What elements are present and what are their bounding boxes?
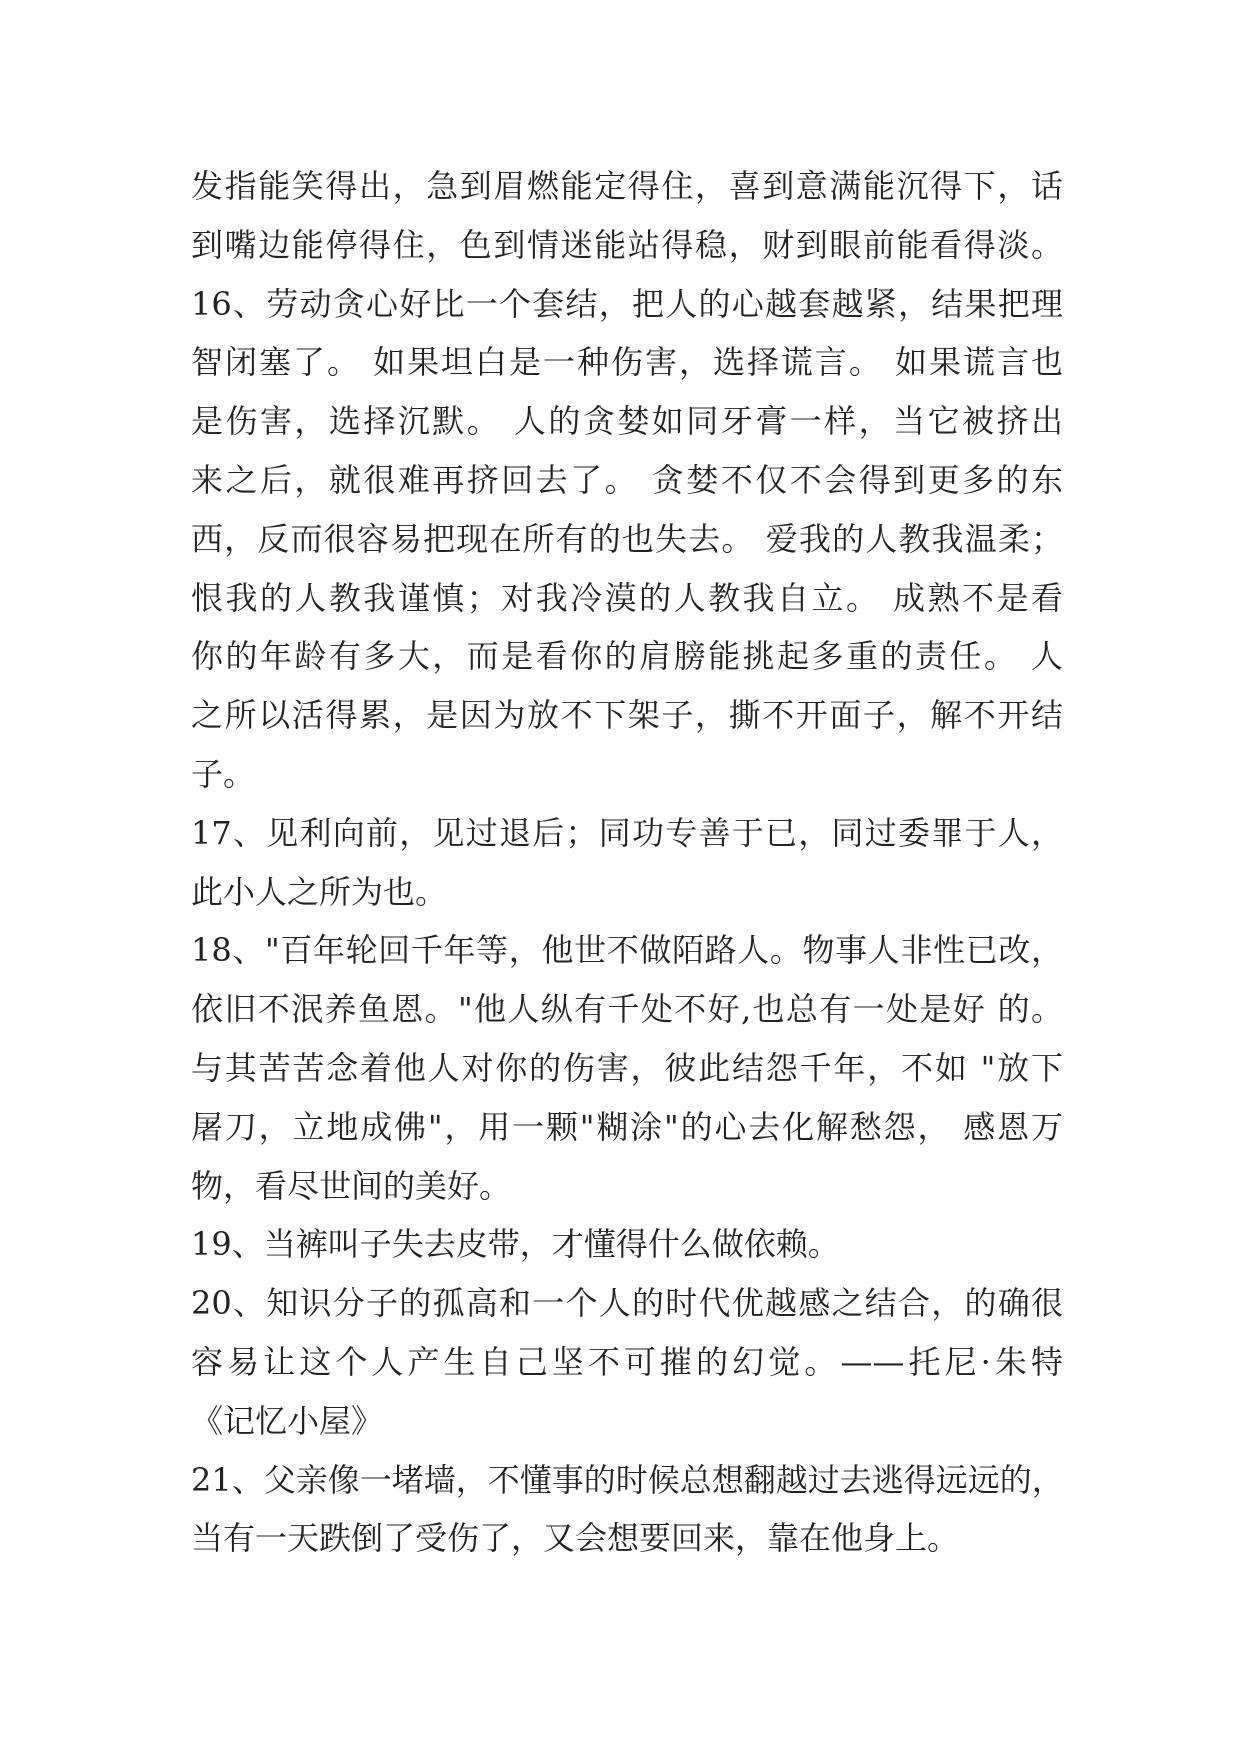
text-line: 17、见利向前，见过退后；同功专善于已，同过委罪于人， bbox=[191, 813, 1063, 852]
paragraph-item-20 bbox=[191, 1274, 1063, 1450]
text-line: 20、知识分子的孤高和一个人的时代优越感之结合，的确很 bbox=[191, 1284, 1063, 1323]
paragraph-item-16 bbox=[191, 275, 1063, 804]
document-body bbox=[191, 157, 1063, 1568]
paragraph-item-21 bbox=[191, 1451, 1063, 1569]
text-line: 物，看尽世间的美好。 bbox=[191, 1166, 512, 1205]
paragraph-item-19 bbox=[191, 1215, 1063, 1274]
text-line: 发指能笑得出，急到眉燃能定得住，喜到意满能沉得下，话 bbox=[191, 167, 1063, 205]
text-line: 容易让这个人产生自己坚不可摧的幻觉。——托尼·朱特 bbox=[191, 1342, 1063, 1381]
text-line: 21、父亲像一堵墙，不懂事的时候总想翻越过去逃得远远的， bbox=[191, 1460, 1064, 1499]
text-line: 恨我的人教我谨慎；对我冷漠的人教我自立。 成熟不是看 bbox=[191, 578, 1063, 617]
text-line: 《记忆小屋》 bbox=[191, 1401, 384, 1440]
text-line: 当有一天跌倒了受伤了，又会想要回来，靠在他身上。 bbox=[191, 1519, 960, 1558]
paragraph-item-17 bbox=[191, 804, 1063, 922]
text-line: 依旧不泯养鱼恩。"他人纵有千处不好,也总有一处是好 的。 bbox=[191, 990, 1063, 1029]
text-line: 此小人之所为也。 bbox=[191, 872, 448, 911]
text-line: 来之后，就很难再挤回去了。 贪婪不仅不会得到更多的东 bbox=[191, 460, 1063, 499]
text-line: 你的年龄有多大，而是看你的肩膀能挑起多重的责任。 人 bbox=[191, 637, 1063, 676]
text-line: 西，反而很容易把现在所有的也失去。 爱我的人教我温柔； bbox=[191, 519, 1063, 558]
text-line: 到嘴边能停得住，色到情迷能站得稳，财到眼前能看得淡。 bbox=[191, 225, 1063, 264]
text-line: 16、劳动贪心好比一个套结，把人的心越套越紧，结果把理 bbox=[191, 284, 1063, 323]
text-line: 智闭塞了。 如果坦白是一种伤害，选择谎言。 如果谎言也 bbox=[191, 343, 1063, 382]
text-line: 19、当裤叫子失去皮带，才懂得什么做依赖。 bbox=[191, 1225, 840, 1264]
paragraph-continuation bbox=[191, 157, 1063, 275]
text-line: 子。 bbox=[191, 754, 256, 793]
text-line: 与其苦苦念着他人对你的伤害，彼此结怨千年，不如 "放下 bbox=[191, 1048, 1063, 1087]
text-line: 18、"百年轮回千年等，他世不做陌路人。物事人非性已改， bbox=[191, 931, 1063, 970]
paragraph-item-18 bbox=[191, 921, 1063, 1215]
text-line: 是伤害，选择沉默。 人的贪婪如同牙膏一样，当它被挤出 bbox=[191, 402, 1063, 441]
text-line: 之所以活得累，是因为放不下架子，撕不开面子，解不开结 bbox=[191, 696, 1063, 735]
text-line: 屠刀，立地成佛"，用一颗"糊涂"的心去化解愁怨， 感恩万 bbox=[191, 1107, 1063, 1146]
